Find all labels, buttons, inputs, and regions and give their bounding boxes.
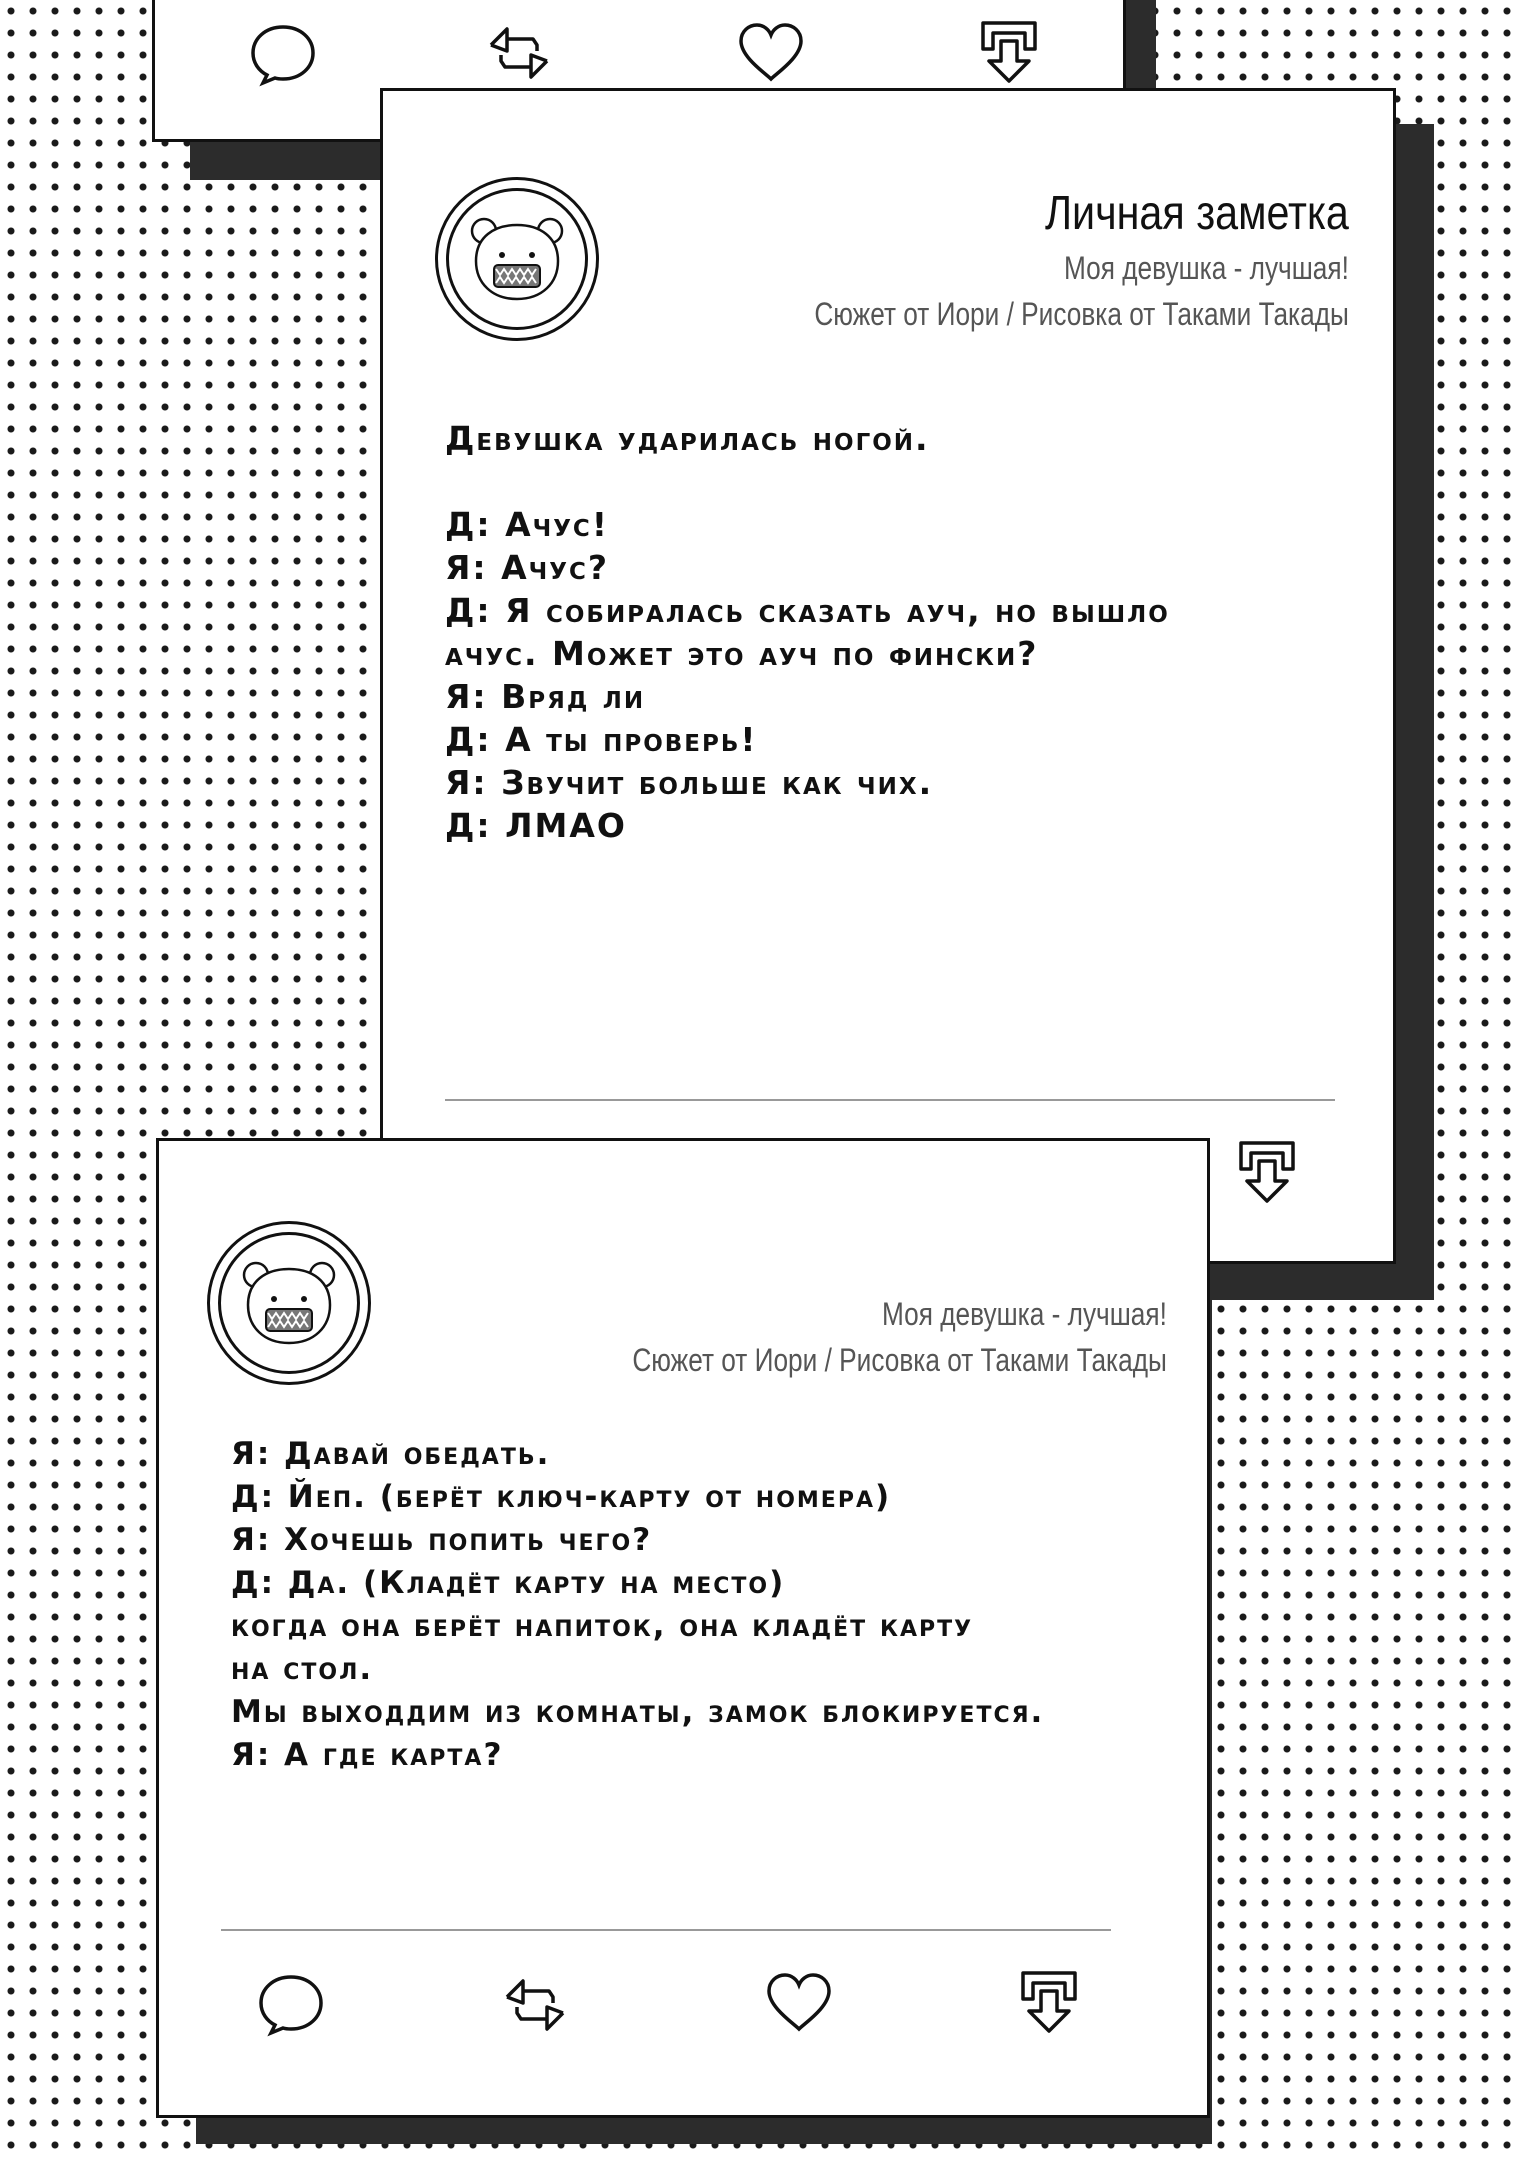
card2	[156, 1138, 1210, 2118]
body-line: Мы выходдим из комнаты, замок блокируется.	[231, 1694, 1045, 1730]
divider	[445, 1099, 1335, 1101]
body-line: Девушка ударилась ногой.	[445, 419, 930, 458]
post-body	[231, 1433, 1044, 1777]
repost-icon[interactable]	[499, 1973, 571, 2037]
bear-icon	[234, 1253, 344, 1353]
card2-header	[515, 1291, 1167, 1383]
body-line: Я: Звучит больше как чих.	[445, 763, 934, 802]
body-line	[445, 460, 1170, 503]
body-line: когда она берёт напиток, она кладёт карту	[231, 1608, 974, 1644]
body-line: Я: А где карта?	[231, 1737, 504, 1773]
body-line: Я: Ачус?	[445, 548, 609, 587]
body-line: ачус. Может это ауч по фински?	[445, 634, 1039, 673]
body-line: Д: Я собиралась сказать ауч, но вышло	[445, 591, 1170, 630]
body-line: Д: Ачус!	[445, 505, 609, 544]
heart-icon[interactable]	[735, 19, 807, 83]
body-line: Д: ЛМАО	[445, 806, 627, 845]
credits: Сюжет от Иори / Рисовка от Таками Такады	[632, 1342, 1167, 1378]
series-title: Моя девушка - лучшая!	[1064, 250, 1349, 286]
body-line: Д: А ты проверь!	[445, 720, 758, 759]
divider	[221, 1929, 1111, 1931]
post-body	[445, 417, 1170, 847]
body-line: Д: Да. (Кладёт карту на место)	[231, 1565, 786, 1601]
body-line: на стол.	[231, 1651, 374, 1687]
body-line: Я: Вряд ли	[445, 677, 646, 716]
body-line: Я: Давай обедать.	[231, 1436, 551, 1472]
share-icon[interactable]	[973, 19, 1045, 83]
comment-icon[interactable]	[247, 21, 319, 85]
avatar[interactable]	[207, 1221, 371, 1385]
credits: Сюжет от Иори / Рисовка от Таками Такады	[814, 296, 1349, 332]
series-title: Моя девушка - лучшая!	[882, 1296, 1167, 1332]
avatar[interactable]	[435, 177, 599, 341]
comment-icon[interactable]	[255, 1971, 327, 2035]
share-icon[interactable]	[1231, 1139, 1303, 1203]
share-icon[interactable]	[1013, 1969, 1085, 2033]
page-title: Личная заметка	[1045, 187, 1349, 240]
body-line: Я: Хочешь попить чего?	[231, 1522, 653, 1558]
card1	[380, 88, 1396, 1264]
card1-header	[697, 183, 1349, 337]
heart-icon[interactable]	[763, 1969, 835, 2033]
repost-icon[interactable]	[483, 21, 555, 85]
body-line: Д: Йеп. (берёт ключ-карту от номера)	[231, 1479, 892, 1515]
bear-icon	[462, 209, 572, 309]
